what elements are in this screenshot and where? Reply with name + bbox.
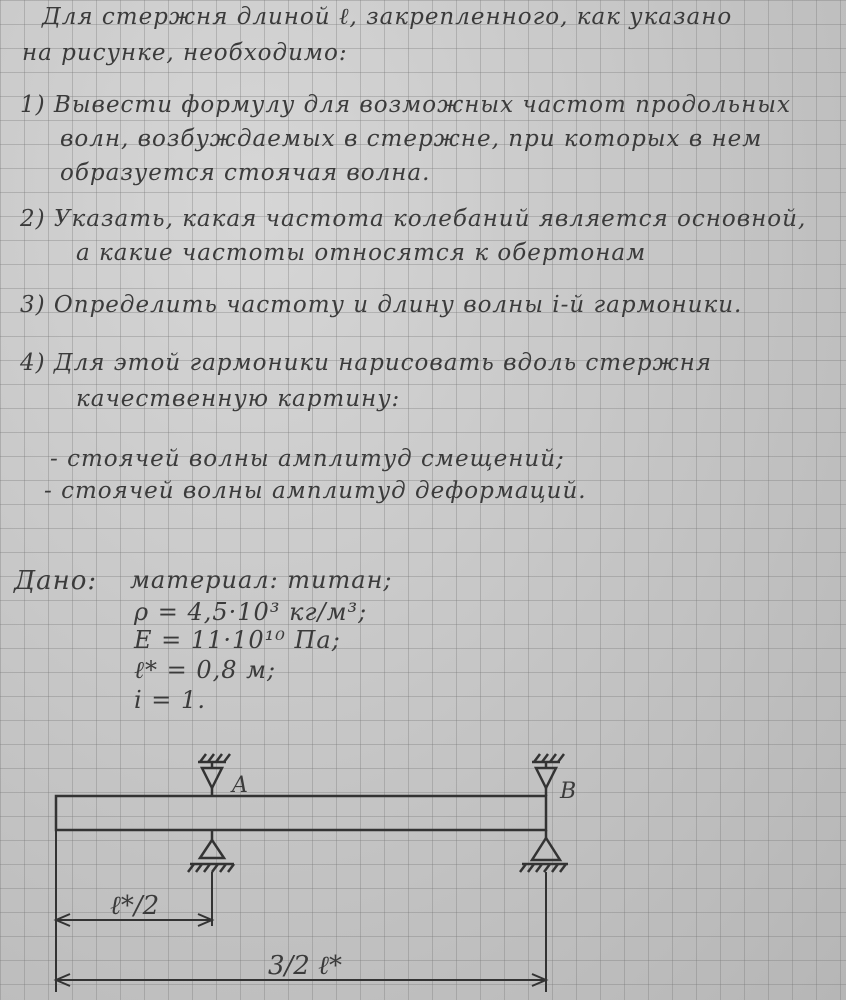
task-item-3-line-1: 3) Определить частоту и длину волны i-й гармоники. xyxy=(20,292,743,318)
given-harmonic: i = 1. xyxy=(134,686,206,714)
task-dash-line-1: - стоячей волны амплитуд смещений; xyxy=(50,446,565,472)
given-material: материал: титан; xyxy=(130,566,393,594)
support-a-label: A xyxy=(232,773,248,798)
task-intro-line-2: на рисунке, необходимо: xyxy=(22,40,348,66)
task-item-1-line-1: 1) Вывести формулу для возможных частот продольных xyxy=(20,92,791,118)
task-dash-line-2: - стоячей волны амплитуд деформаций. xyxy=(44,478,587,504)
given-modulus: E = 11·10¹⁰ Па; xyxy=(134,626,341,654)
rod xyxy=(56,796,546,830)
given-density: ρ = 4,5·10³ кг/м³; xyxy=(134,598,368,626)
given-length: ℓ* = 0,8 м; xyxy=(134,656,277,684)
dimension-total-label: 3/2 ℓ* xyxy=(268,951,342,981)
task-item-4-line-2: качественную картину: xyxy=(76,386,401,412)
support-b-label: B xyxy=(560,779,577,804)
rod-drawing xyxy=(0,740,846,1000)
task-intro-line-1: Для стержня длиной ℓ, закрепленного, как указано xyxy=(42,4,733,30)
given-label: Дано: xyxy=(14,566,98,596)
task-item-2-line-2: а какие частоты относятся к обертонам xyxy=(76,240,647,266)
support-a-bottom xyxy=(188,830,234,872)
task-item-2-line-1: 2) Указать, какая частота колебаний является основной, xyxy=(20,206,807,232)
support-b-bottom xyxy=(520,830,568,872)
support-a-top xyxy=(198,754,230,796)
dimension-half-label: ℓ*/2 xyxy=(110,891,160,921)
task-item-4-line-1: 4) Для этой гармоники нарисовать вдоль стержня xyxy=(20,350,712,376)
task-item-1-line-2: волн, возбуждаемых в стержне, при которых в нем xyxy=(60,126,763,152)
task-item-1-line-3: образуется стоячая волна. xyxy=(60,160,431,186)
